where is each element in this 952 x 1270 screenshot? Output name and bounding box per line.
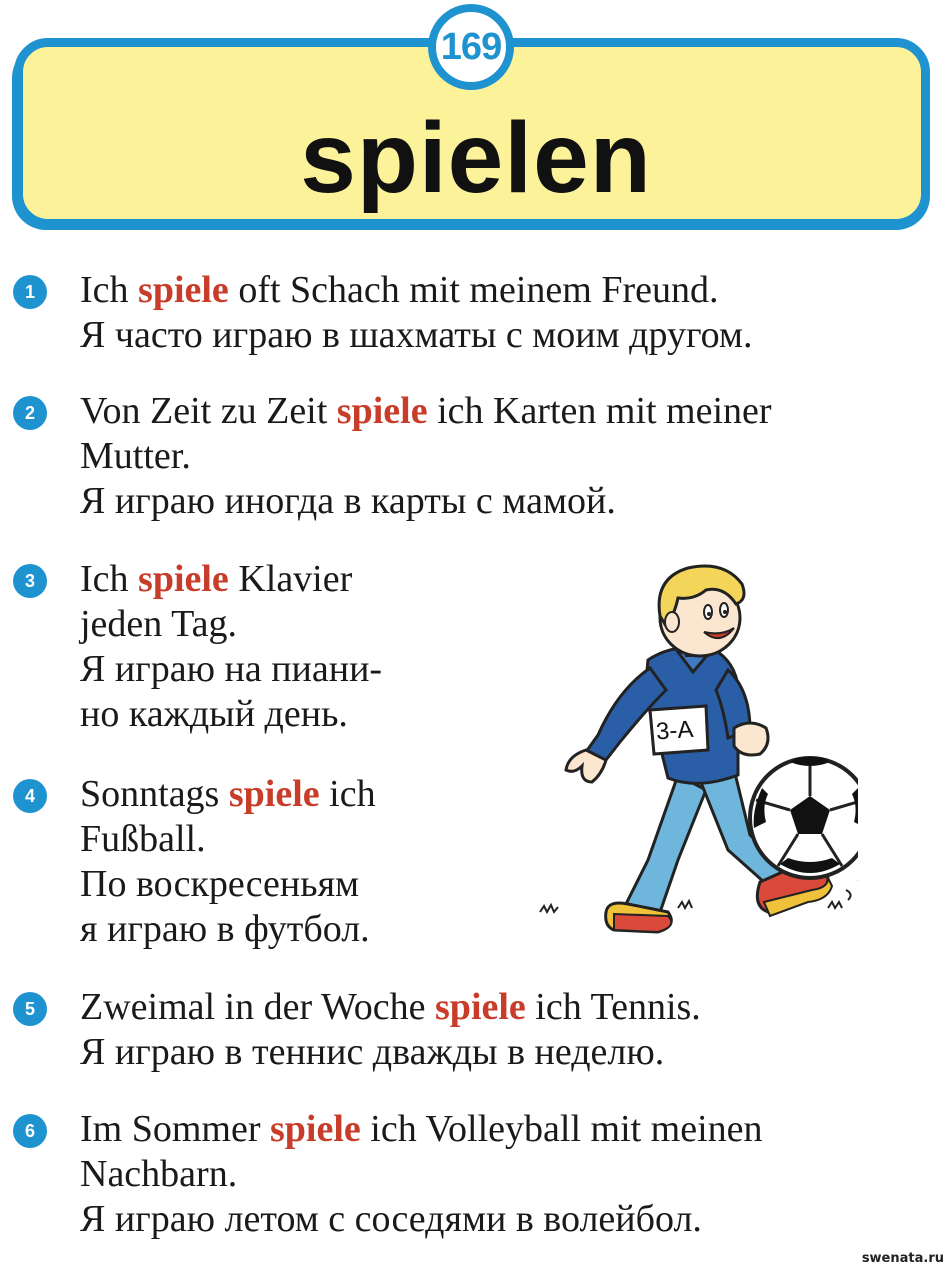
highlighted-verb: spiele	[138, 269, 229, 311]
german-sentence: Ich spiele Klavier	[80, 558, 353, 600]
german-sentence: Sonntags spiele ich	[80, 773, 376, 815]
football	[750, 757, 858, 878]
russian-translation: Я играю на пиани-	[80, 648, 383, 690]
russian-translation: Я играю в теннис дважды в неделю.	[80, 1031, 665, 1073]
russian-translation: Я играю иногда в карты с мамой.	[80, 480, 616, 522]
highlighted-verb: spiele	[228, 773, 320, 815]
highlighted-verb: spiele	[138, 558, 229, 600]
item-number-badge: 5	[13, 992, 47, 1026]
german-sentence-cont: Mutter.	[80, 435, 191, 477]
russian-translation-cont: но каждый день.	[80, 693, 348, 735]
card-number-badge: 169	[428, 4, 514, 90]
right-fist	[734, 723, 768, 755]
german-sentence: Im Sommer spiele ich Volleyball mit meinen	[80, 1108, 763, 1150]
russian-translation: По воскресеньям	[80, 863, 360, 905]
german-sentence: Ich spiele oft Schach mit meinem Freund.	[80, 269, 719, 311]
item-number-badge: 1	[13, 275, 47, 309]
german-sentence-cont: Nachbarn.	[80, 1153, 238, 1195]
boy-playing-football-illustration	[528, 560, 858, 950]
right-eye	[720, 603, 728, 617]
motion-lines	[846, 880, 858, 900]
german-sentence: Zweimal in der Woche spiele ich Tennis.	[80, 986, 701, 1028]
item-number-badge: 4	[13, 779, 47, 813]
german-sentence-cont: Fußball.	[80, 818, 206, 860]
item-number-badge: 6	[13, 1114, 47, 1148]
page-title: spielen	[300, 102, 652, 214]
german-sentence-cont: jeden Tag.	[80, 603, 238, 645]
item-number-badge: 2	[13, 396, 47, 430]
russian-translation: Я играю летом с соседями в волейбол.	[80, 1198, 702, 1240]
back-shoe-top	[614, 914, 671, 932]
highlighted-verb: spiele	[336, 390, 428, 432]
ear	[665, 612, 679, 632]
left-eye	[704, 605, 712, 619]
bib-label: 3-A	[655, 715, 695, 746]
german-sentence: Von Zeit zu Zeit spiele ich Karten mit meiner	[80, 390, 772, 432]
highlighted-verb: spiele	[435, 986, 526, 1028]
russian-translation: Я часто играю в шахматы с моим другом.	[80, 314, 753, 356]
back-leg	[623, 775, 706, 918]
highlighted-verb: spiele	[269, 1108, 361, 1150]
russian-translation-cont: я играю в футбол.	[80, 908, 370, 950]
item-number-badge: 3	[13, 564, 47, 598]
watermark: swenata.ru	[861, 1251, 944, 1266]
